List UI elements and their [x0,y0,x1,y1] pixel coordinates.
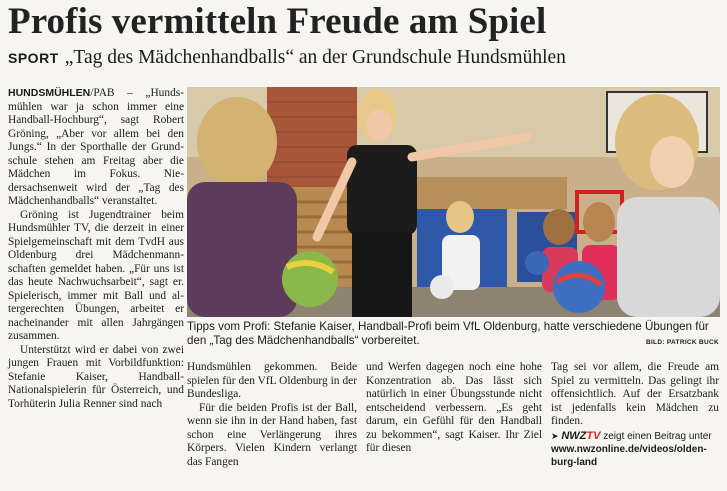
logo-nwz: NWZ [561,429,587,442]
nwztv-logo [561,430,600,442]
photo-caption: Tipps vom Profi: Stefanie Kaiser, Handball-Profi beim VfL Oldenburg, hatte verschiedene Übungen für den „Tag des Mädchenhandballs“ vorbereitet. [187,320,709,347]
video-promo [551,430,719,469]
logo-tv: TV [586,429,601,442]
subline [8,46,723,70]
paragraph: Tag sei vor allem, die Freude am Spiel zu vermitteln. Das gelingt ihr offensichtlich. Auf der Ersatzbank ist jedenfalls kein Mädchen zu finden. [551,361,719,427]
paragraph [8,87,184,209]
paragraph: Unterstützt wird er dabei von zwei jungen Frauen mit Vorbildfunktion: Stefanie Kaiser, Handball-Nationalspielerin für Österreich, und Torhüterin Julia Renner sind nach [8,343,184,410]
headline: Profis vermitteln Freude am Spiel [8,1,547,42]
dateline: HUNDSMÜHLEN [8,87,91,99]
article-column-1 [8,87,184,411]
photo-credit: BILD: PATRICK BUCK [645,339,719,346]
paragraph-text: /PAB – „Hundsmühlen war ja schon immer eine Handball-Hochburg“, sagt Robert Gröning, „Aber vor allem bei den Jungs.“ In der Sporthalle der Grundschule stehen am Freitag aber die Mädchen im Fokus. Niedersachsenweit wird der „Tag des Mädchenhandballs“ veranstaltet. [8,87,184,207]
paragraph: Gröning ist Jugendtrainer beim Hundsmühler TV, die derzeit in einer Spielgemeinschaft mit dem TvdH aus Oldenburg drei Mädchenmannschaften gemeldet haben. „Für uns ist das heute Nachwuchsarbeit“, sagt er. Spielerisch, immer mit Ball und altergerechten Übungen, arbeitet er nacheinander mit allen Jahrgängen zusammen. [8,208,184,342]
article-column-2 [187,361,357,469]
video-link[interactable]: www.nwzonline.de/videos/oldenburg-land [551,443,707,468]
rubric-label: SPORT [8,50,59,66]
promo-text: zeigt einen Beitrag unter [603,430,712,442]
article-photo [187,87,720,317]
article-column-4 [551,361,719,469]
paragraph: Für die beiden Profis ist der Ball, wenn sie ihn in der Hand haben, fast schon eine Verlängerung ihres Körpers. Vielen Kindern verlangt das Fangen [187,401,357,468]
article-column-3 [366,361,542,456]
arrow-icon: ➤ [551,430,559,441]
subline-text: „Tag des Mädchenhandballs“ an der Grundschule Hundsmühlen [64,47,566,68]
paragraph: und Werfen dagegen noch eine hohe Konzentration ab. Das lässt sich natürlich in einer Übungsstunde nicht entscheidend verbessern. „Es geht darum, ein Gefühl für den Handball zu bekommen“, sagt Kaiser. Ihr Ziel für diesen [366,361,542,454]
paragraph: Hundsmühlen gekommen. Beide spielen für den VfL Oldenburg in der Bundesliga. [187,361,357,400]
